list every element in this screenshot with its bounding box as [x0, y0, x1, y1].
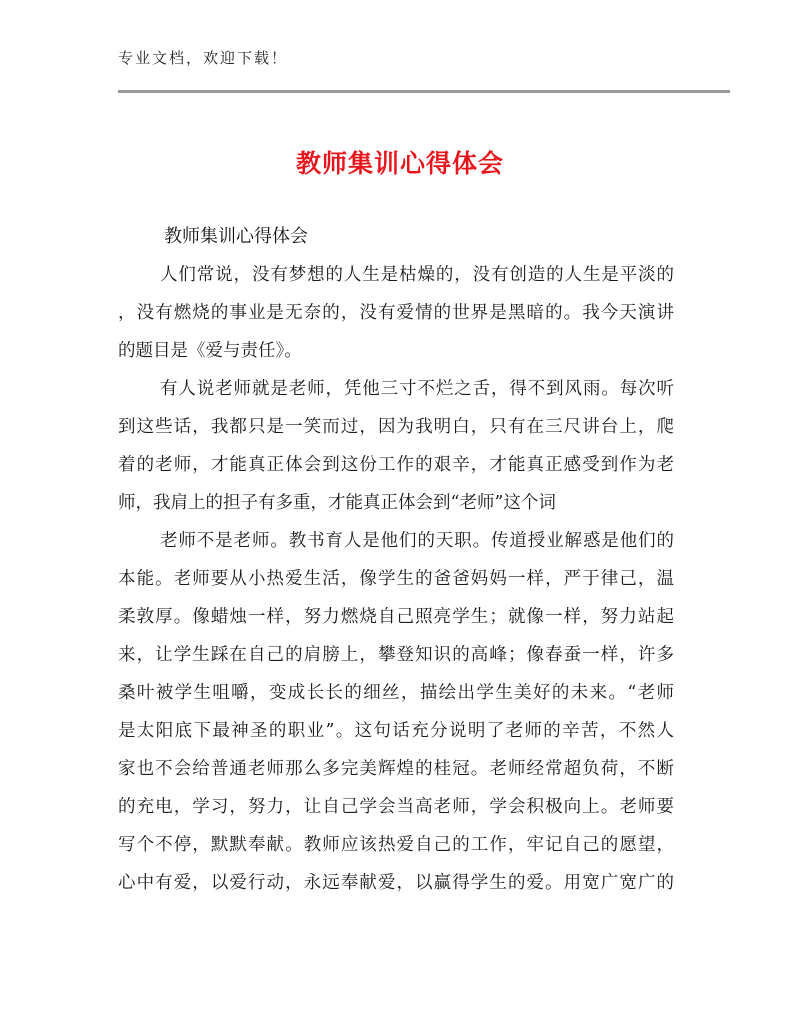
paragraph-3-line-10: 心中有爱，以爱行动，永远奉献爱，以赢得学生的爱。用宽广宽广的 [118, 873, 674, 893]
paragraph-2-line-3: 着的老师，才能真正体会到这份工作的艰辛，才能真正感受到作为老 [118, 455, 674, 475]
paragraph-3-line-6: 是太阳底下最神圣的职业”。这句话充分说明了老师的辛苦，不然人 [118, 721, 674, 741]
paragraph-1-line-1: 人们常说，没有梦想的人生是枯燥的，没有创造的人生是平淡的 [160, 265, 674, 285]
paragraph-3-line-7: 家也不会给普通老师那么多完美辉煌的桂冠。老师经常超负荷，不断 [118, 759, 674, 779]
paragraph-2-line-4: 师，我肩上的担子有多重，才能真正体会到“老师”这个词 [118, 493, 556, 513]
paragraph-3-line-2: 本能。老师要从小热爱生活，像学生的爸爸妈妈一样，严于律己，温 [118, 569, 674, 589]
document-subtitle: 教师集训心得体会 [164, 226, 308, 247]
paragraph-3-line-3: 柔敦厚。像蜡烛一样，努力燃烧自己照亮学生；就像一样，努力站起 [118, 607, 674, 627]
header-text: 专业文档，欢迎下载！ [118, 49, 289, 67]
paragraph-3-line-1: 老师不是老师。教书育人是他们的天职。传道授业解惑是他们的 [160, 531, 674, 551]
document-title: 教师集训心得体会 [295, 149, 504, 178]
paragraph-2-line-2: 到这些话，我都只是一笑而过，因为我明白，只有在三尺讲台上，爬 [118, 417, 674, 437]
paragraph-1-line-3: 的题目是《爱与责任》。 [118, 341, 302, 361]
paragraph-3-line-8: 的充电，学习，努力，让自己学会当高老师，学会积极向上。老师要 [118, 797, 674, 817]
paragraph-1-line-2: ，没有燃烧的事业是无奈的，没有爱情的世界是黑暗的。我今天演讲 [118, 303, 674, 323]
paragraph-3-line-4: 来，让学生踩在自己的肩膀上，攀登知识的高峰；像春蚕一样，许多 [118, 645, 674, 665]
paragraph-3-line-5: 桑叶被学生咀嚼，变成长长的细丝，描绘出学生美好的未来。“老师 [118, 683, 674, 703]
paragraph-2-line-1: 有人说老师就是老师，凭他三寸不烂之舌，得不到风雨。每次听 [160, 379, 674, 399]
header-divider [118, 90, 730, 93]
document-body [118, 256, 674, 902]
paragraph-3-line-9: 写个不停，默默奉献。教师应该热爱自己的工作，牢记自己的愿望， [118, 835, 674, 855]
